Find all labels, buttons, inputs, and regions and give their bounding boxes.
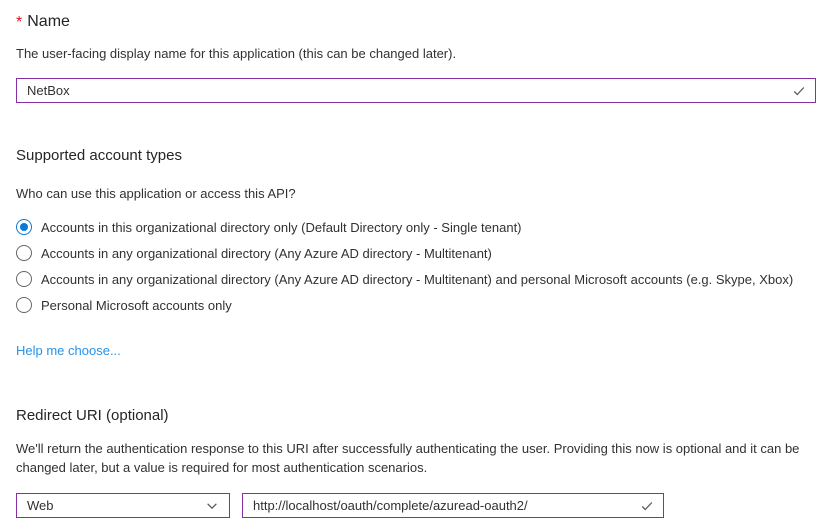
account-type-option-multitenant-personal[interactable] [16, 266, 816, 292]
chevron-down-icon [205, 499, 219, 513]
radio-button-icon[interactable] [16, 297, 32, 313]
account-types-radio-group [16, 214, 816, 318]
account-type-option-personal-only[interactable] [16, 292, 816, 318]
platform-select[interactable] [16, 493, 230, 518]
radio-button-icon[interactable] [16, 219, 32, 235]
redirect-uri-input[interactable] [243, 494, 640, 517]
account-type-option-label: Accounts in any organizational directory (Any Azure AD directory - Multitenant) [41, 245, 492, 261]
name-field-description: The user-facing display name for this application (this can be changed later). [16, 46, 457, 61]
supported-account-types-title: Supported account types [16, 147, 182, 164]
account-type-option-label: Personal Microsoft accounts only [41, 297, 232, 313]
valid-check-icon [792, 84, 806, 98]
name-field-label: Name [27, 13, 70, 30]
redirect-uri-input-container [242, 493, 664, 518]
redirect-uri-title: Redirect URI (optional) [16, 407, 169, 424]
account-type-option-multitenant[interactable] [16, 240, 816, 266]
redirect-uri-row [16, 493, 816, 518]
name-input[interactable] [17, 79, 792, 102]
radio-button-icon[interactable] [16, 245, 32, 261]
redirect-uri-description: We'll return the authentication response to this URI after successfully authenticating the user. Providing this now is optional and it can be changed later, but a value is required for most authentication scenarios. [16, 441, 800, 475]
account-type-option-label: Accounts in this organizational directory only (Default Directory only - Single tenant) [41, 219, 522, 235]
required-asterisk: * [16, 14, 23, 31]
name-input-container [16, 78, 816, 103]
help-me-choose-link[interactable]: Help me choose... [16, 343, 121, 358]
platform-select-value: Web [27, 498, 54, 513]
account-type-option-single-tenant[interactable] [16, 214, 816, 240]
name-field-heading [16, 12, 816, 32]
account-types-question: Who can use this application or access this API? [16, 186, 296, 201]
radio-button-icon[interactable] [16, 271, 32, 287]
valid-check-icon [640, 499, 654, 513]
account-type-option-label: Accounts in any organizational directory (Any Azure AD directory - Multitenant) and personal Microsoft accounts (e.g. Skype, Xbox) [41, 271, 794, 287]
